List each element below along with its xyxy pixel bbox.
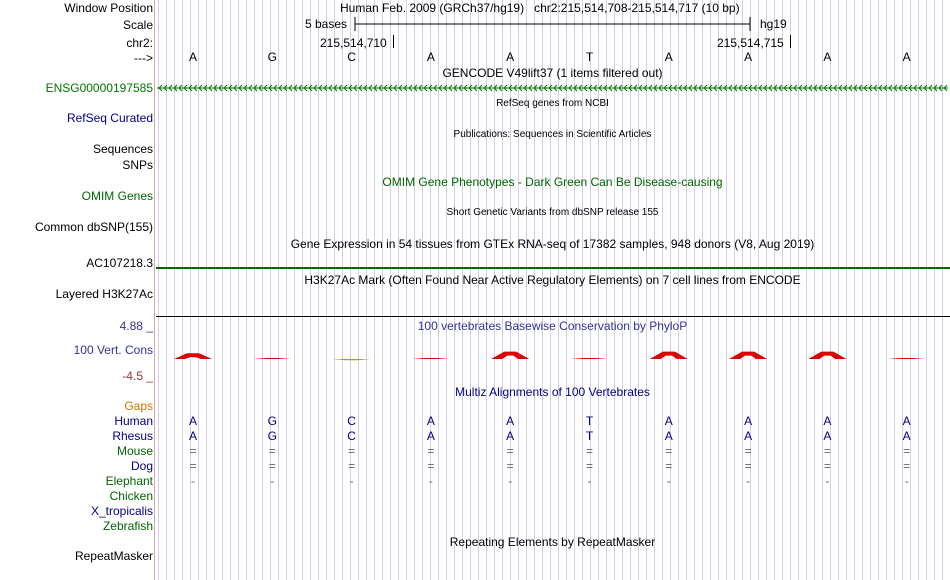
phylop-wiggle-plot[interactable]: [155, 330, 950, 380]
refseq-track-label[interactable]: RefSeq Curated: [66, 111, 153, 125]
omim-track-label[interactable]: OMIM Genes: [81, 189, 153, 203]
alignment-base: =: [585, 459, 593, 473]
base-letter: A: [188, 50, 197, 64]
alignment-base: =: [823, 444, 831, 458]
omim-track-title[interactable]: OMIM Gene Phenotypes - Dark Green Can Be Disease-causing: [382, 175, 723, 189]
alignment-base: A: [664, 414, 673, 428]
alignment-base: A: [426, 414, 435, 428]
alignment-base: -: [587, 474, 592, 488]
phylop-score-bar: [333, 359, 371, 360]
alignment-base: A: [188, 429, 197, 443]
alignment-base: =: [427, 444, 435, 458]
alignment-base: -: [349, 474, 354, 488]
scale-value: 5 bases: [305, 17, 348, 31]
phylop-max-label: 4.88 _: [119, 319, 153, 333]
h3k27ac-baseline: [156, 316, 950, 317]
species-label[interactable]: Chicken: [109, 489, 153, 503]
gtex-track-title[interactable]: Gene Expression in 54 tissues from GTEx RNA-seq of 17382 samples, 948 donors (V8, Aug 2019): [290, 237, 815, 251]
alignment-base: -: [825, 474, 830, 488]
base-letter: A: [902, 50, 911, 64]
phylop-score-bar: [571, 358, 609, 359]
coord-right: 215,514,715: [717, 36, 784, 50]
alignment-base: =: [585, 444, 593, 458]
alignment-base: A: [664, 429, 673, 443]
phylop-track-title[interactable]: 100 vertebrates Basewise Conservation by PhyloP: [417, 319, 688, 333]
alignment-base: =: [506, 459, 514, 473]
scale-assembly: hg19: [760, 17, 787, 31]
chr-label: chr2:: [126, 36, 153, 50]
alignment-base: =: [189, 459, 197, 473]
gencode-gene-label[interactable]: ENSG00000197585: [45, 81, 153, 95]
alignment-base: =: [268, 459, 276, 473]
alignment-base: =: [744, 459, 752, 473]
alignment-base: =: [189, 444, 197, 458]
alignment-base: =: [348, 444, 356, 458]
alignment-base: =: [903, 444, 911, 458]
alignment-base: C: [347, 414, 356, 428]
coord-right-tick: [790, 35, 791, 48]
species-label[interactable]: Human: [114, 414, 153, 428]
strand-label: --->: [134, 51, 153, 65]
alignment-base: T: [585, 429, 594, 443]
repeatmasker-track-title[interactable]: Repeating Elements by RepeatMasker: [449, 535, 656, 549]
alignment-base: -: [428, 474, 433, 488]
h3k27ac-track-label[interactable]: Layered H3K27Ac: [55, 287, 153, 301]
window-position-label: Window Position: [64, 1, 153, 15]
phylop-score-bar: [412, 358, 450, 359]
species-label[interactable]: Dog: [130, 459, 153, 473]
refseq-track-title[interactable]: RefSeq genes from NCBI: [496, 98, 609, 109]
alignment-base: T: [585, 414, 594, 428]
gencode-track-title[interactable]: GENCODE V49lift37 (1 items filtered out): [442, 66, 663, 80]
alignment-base: =: [823, 459, 831, 473]
alignment-base: =: [903, 459, 911, 473]
phylop-score-bar: [888, 358, 926, 359]
alignment-base: -: [191, 474, 195, 488]
phylop-score-bar: [253, 358, 291, 359]
base-letter: A: [664, 50, 673, 64]
alignment-base: A: [823, 429, 832, 443]
multiz-track-title[interactable]: Multiz Alignments of 100 Vertebrates: [455, 385, 650, 399]
coord-left: 215,514,710: [320, 36, 387, 50]
alignment-base: -: [508, 474, 513, 488]
base-letter: A: [506, 50, 515, 64]
base-letter: T: [585, 50, 594, 64]
scale-bar: [354, 17, 752, 31]
species-label[interactable]: Elephant: [105, 474, 153, 488]
alignment-base: =: [665, 444, 673, 458]
phylop-track-label[interactable]: 100 Vert. Cons: [73, 343, 153, 357]
snps-track-label[interactable]: SNPs: [122, 158, 153, 172]
alignment-base: A: [823, 414, 832, 428]
coord-left-tick: [393, 35, 394, 48]
alignment-base: -: [904, 474, 909, 488]
species-label[interactable]: Rhesus: [112, 429, 153, 443]
species-label[interactable]: Mouse: [116, 444, 153, 458]
dbsnp-track-title[interactable]: Short Genetic Variants from dbSNP release 155: [446, 207, 659, 218]
window-position-value[interactable]: Human Feb. 2009 (GRCh37/hg19) chr2:215,514,708-215,514,717 (10 bp): [340, 1, 740, 15]
alignment-base: A: [426, 429, 435, 443]
base-letter: A: [744, 50, 753, 64]
alignment-base: =: [268, 444, 276, 458]
scale-label: Scale: [122, 18, 153, 32]
alignment-base: G: [267, 414, 277, 428]
alignment-base: =: [744, 444, 752, 458]
phylop-min-label: -4.5 _: [122, 369, 153, 383]
base-letter: A: [426, 50, 435, 64]
alignment-base: A: [744, 414, 753, 428]
alignment-base: A: [506, 414, 515, 428]
gaps-label: Gaps: [124, 399, 153, 413]
alignment-base: G: [267, 429, 277, 443]
publications-track-label[interactable]: Sequences: [92, 142, 153, 156]
alignment-base: -: [746, 474, 751, 488]
dbsnp-track-label[interactable]: Common dbSNP(155): [34, 220, 153, 234]
alignment-base: =: [506, 444, 514, 458]
alignment-base: A: [506, 429, 515, 443]
base-letter: C: [347, 50, 356, 64]
alignment-base: -: [270, 474, 275, 488]
alignment-base: =: [427, 459, 435, 473]
alignment-base: =: [348, 459, 356, 473]
gencode-gene-feature[interactable]: [155, 82, 950, 94]
gtex-gene-label[interactable]: AC107218.3: [86, 256, 153, 270]
alignment-base: A: [902, 414, 911, 428]
repeatmasker-track-label[interactable]: RepeatMasker: [74, 549, 153, 563]
alignment-base: A: [188, 414, 197, 428]
gtex-gene-bar[interactable]: [156, 267, 950, 269]
alignment-base: A: [744, 429, 753, 443]
base-letter: G: [267, 50, 277, 64]
h3k27ac-track-title[interactable]: H3K27Ac Mark (Often Found Near Active Regulatory Elements) on 7 cell lines from ENCODE: [304, 273, 801, 287]
base-letter: A: [823, 50, 832, 64]
alignment-base: A: [902, 429, 911, 443]
publications-track-title[interactable]: Publications: Sequences in Scientific Articles: [453, 129, 652, 140]
alignment-base: C: [347, 429, 356, 443]
alignment-base: =: [665, 459, 673, 473]
species-label[interactable]: Zebrafish: [102, 519, 153, 533]
alignment-base: -: [666, 474, 671, 488]
species-label[interactable]: X_tropicalis: [90, 504, 153, 518]
